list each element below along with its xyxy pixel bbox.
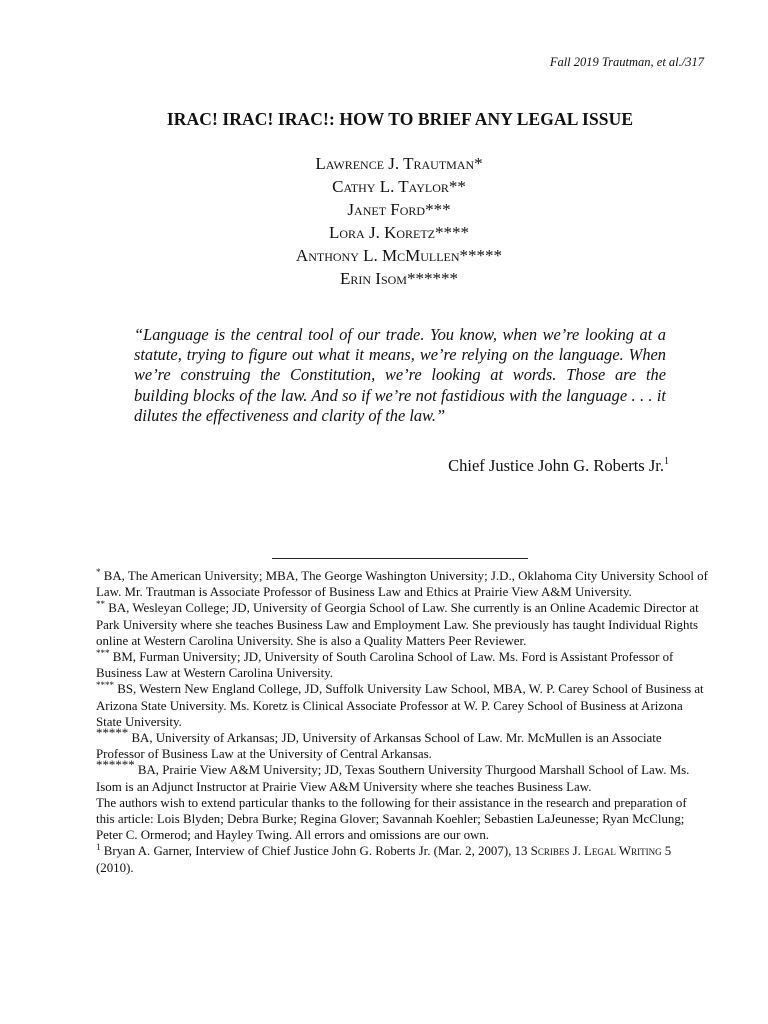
footnote-text: BA, Prairie View A&M University; JD, Texas Southern University Thurgood Marshall School of Law. Ms. Isom is an Adjunct Instructor at Prairie View A&M University where she teaches Business Law. [96,763,690,794]
footnote-mark: ****** [96,758,135,773]
footnote-author-3 [96,649,708,681]
author-list [0,152,768,290]
author-name: Anthony L. McMullen***** [295,246,503,265]
footnote-text: 5 (2010). [96,844,672,875]
footnote-mark: *** [96,648,110,659]
footnote-citation-1 [96,843,708,875]
footnote-author-5 [96,726,708,762]
footnote-mark: ** [96,599,105,610]
running-head: Fall 2019 Trautman, et al./317 [549,55,704,69]
footnote-acknowledgments [96,795,708,844]
author-name: Erin Isom****** [340,269,458,288]
footnote-mark: ***** [96,726,129,741]
epigraph-attribution [448,456,669,476]
footnote-mark: **** [96,680,114,691]
epigraph-quote: “Language is the central tool of our trade. You know, when we’re looking at a statute, trying to figure out what it means, we’re relying on the language. When we’re construing the Constitution, we’re looking at words. Those are the building blocks of the law. And so if we’re not fastidious with the language . . . it dilutes the effectiveness and clarity of the law.” [134,325,666,425]
footnote-text: BA, Wesleyan College; JD, University of Georgia School of Law. She currently is an Online Academic Director at Park University where she teaches Business Law and Employment Law. She previously has taught Individual Rights online at Western Carolina University. She is also a Quality Matters Peer Reviewer. [96,601,699,648]
footnote-author-2 [96,600,708,649]
footnote-reference: 1 [664,456,669,467]
footnote-text: Bryan A. Garner, Interview of Chief Justice John G. Roberts Jr. (Mar. 2, 2007), 13 [100,844,531,859]
footnote-mark: 1 [96,842,101,853]
attribution-name: Chief Justice John G. Roberts Jr. [448,456,664,475]
footnote-divider [272,558,528,559]
footnote-author-4 [96,681,708,730]
author-name: Lora J. Koretz**** [328,223,470,242]
footnote-author-6 [96,758,708,794]
footnotes [96,568,708,876]
footnote-author-1 [96,568,708,600]
author-name: Lawrence J. Trautman* [315,154,483,173]
footnote-text: BA, The American University; MBA, The George Washington University; J.D., Oklahoma City University School of Law. Mr. Trautman is Associate Professor of Business Law and Ethics at Prairie View A&M University. [96,569,708,600]
author-name: Janet Ford*** [347,200,451,219]
article-title: IRAC! IRAC! IRAC!: HOW TO BRIEF ANY LEGAL ISSUE [166,109,634,129]
footnote-mark: * [96,567,101,577]
author-name: Cathy L. Taylor** [332,177,466,196]
footnote-text: The authors wish to extend particular thanks to the following for their assistance in the research and preparation of this article: Lois Blyden; Debra Burke; Regina Glover; Savannah Koehler; Sebastien LaJeunesse; Ryan McClung; Peter C. Ormerod; and Hayley Twing. All errors and omissions are our own. [96,795,687,843]
journal-name: J. Legal Writing [572,844,662,859]
journal-name: Scribes [530,844,570,859]
footnote-text: BA, University of Arkansas; JD, University of Arkansas School of Law. Mr. McMullen is an Associate Professor of Business Law at the University of Central Arkansas. [96,731,662,762]
footnote-text: BM, Furman University; JD, University of South Carolina School of Law. Ms. Ford is Assistant Professor of Business Law at Western Carolina University. [96,650,674,681]
footnote-text: BS, Western New England College, JD, Suffolk University Law School, MBA, W. P. Carey School of Business at Arizona State University. Ms. Koretz is Clinical Associate Professor at W. P. Carey School of Business at Arizona State University. [96,682,704,729]
